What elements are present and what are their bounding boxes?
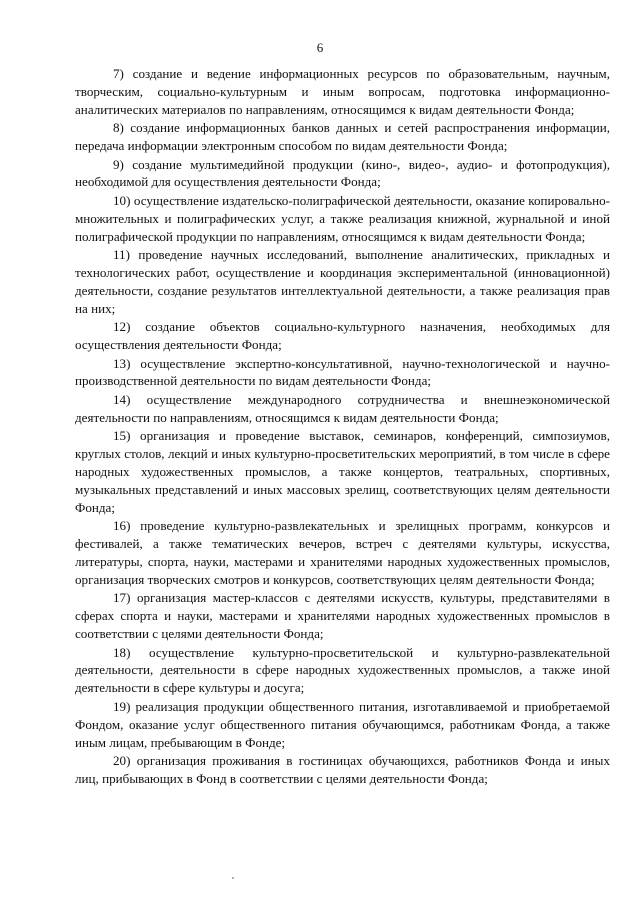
list-item-20: 20) организация проживания в гостиницах обучающихся, работников Фонда и иных лиц, прибывающих в Фонд в соответствии с целями деятельности Фонда;	[75, 752, 610, 786]
list-item-8: 8) создание информационных банков данных и сетей распространения информации, передача информации электронным способом по видам деятельности Фонда;	[75, 120, 610, 154]
list-item-11: 11) проведение научных исследований, выполнение аналитических, прикладных и технологических работ, осуществление и координация экспериментальной (инновационной) деятельности, создание результатов интеллектуальной деятельности, а также реализация прав на них;	[75, 247, 610, 316]
list-item-15: 15) организация и проведение выставок, семинаров, конференций, симпозиумов, круглых столов, лекций и иных культурно-просветительских мероприятий, в том числе в сфере народных художественных промыслов, а также концертов, театральных, спортивных, музыкальных представлений и иных массовых зрелищ, соответствующих целям деятельности Фонда;	[75, 428, 610, 515]
list-item-9: 9) создание мультимедийной продукции (кино-, видео-, аудио- и фотопродукция), необходимой для осуществления деятельности Фонда;	[75, 156, 610, 190]
list-item-14: 14) осуществление международного сотрудничества и внешнеэкономической деятельности по направлениям, относящимся к видам деятельности Фонда;	[75, 391, 610, 425]
list-item-10: 10) осуществление издательско-полиграфической деятельности, оказание копировально-множительных и полиграфических услуг, а также реализация книжной, журнальной и иной полиграфической продукции по направлениям, относящимся к видам деятельности Фонда;	[75, 192, 610, 244]
scan-speck	[232, 877, 234, 879]
list-item-12: 12) создание объектов социально-культурного назначения, необходимых для осуществления деятельности Фонда;	[75, 319, 610, 353]
document-body	[75, 65, 610, 788]
list-item-13: 13) осуществление экспертно-консультативной, научно-технологической и научно-производственной деятельности по видам деятельности Фонда;	[75, 355, 610, 389]
list-item-7: 7) создание и ведение информационных ресурсов по образовательным, научным, творческим, социально-культурным и иным вопросам, подготовка информационно-аналитических материалов по направлениям, относящимся к видам деятельности Фонда;	[75, 66, 610, 117]
list-item-19: 19) реализация продукции общественного питания, изготавливаемой и приобретаемой Фондом, оказание услуг общественного питания обучающимся, работникам Фонда, а также иным лицам, пребывающим в Фонде;	[75, 698, 610, 750]
list-item-17: 17) организация мастер-классов с деятелями искусств, культуры, представителями в сферах спорта и науки, мастерами и хранителями народных художественных промыслов в соответствии с целями деятельности Фонда;	[75, 590, 610, 642]
list-item-16: 16) проведение культурно-развлекательных и зрелищных программ, конкурсов и фестивалей, а также тематических вечеров, встреч с деятелями культуры, искусства, литературы, спорта, науки, мастерами и хранителями народных художественных промыслов, организация творческих смотров и конкурсов, соответствующих целям деятельности Фонда;	[75, 518, 610, 587]
list-item-18: 18) осуществление культурно-просветительской и культурно-развлекательной деятельности, деятельности в сфере народных художественных промыслов, а также иной деятельности в сфере культуры и досуга;	[75, 644, 610, 696]
page-number: 6	[316, 40, 324, 55]
